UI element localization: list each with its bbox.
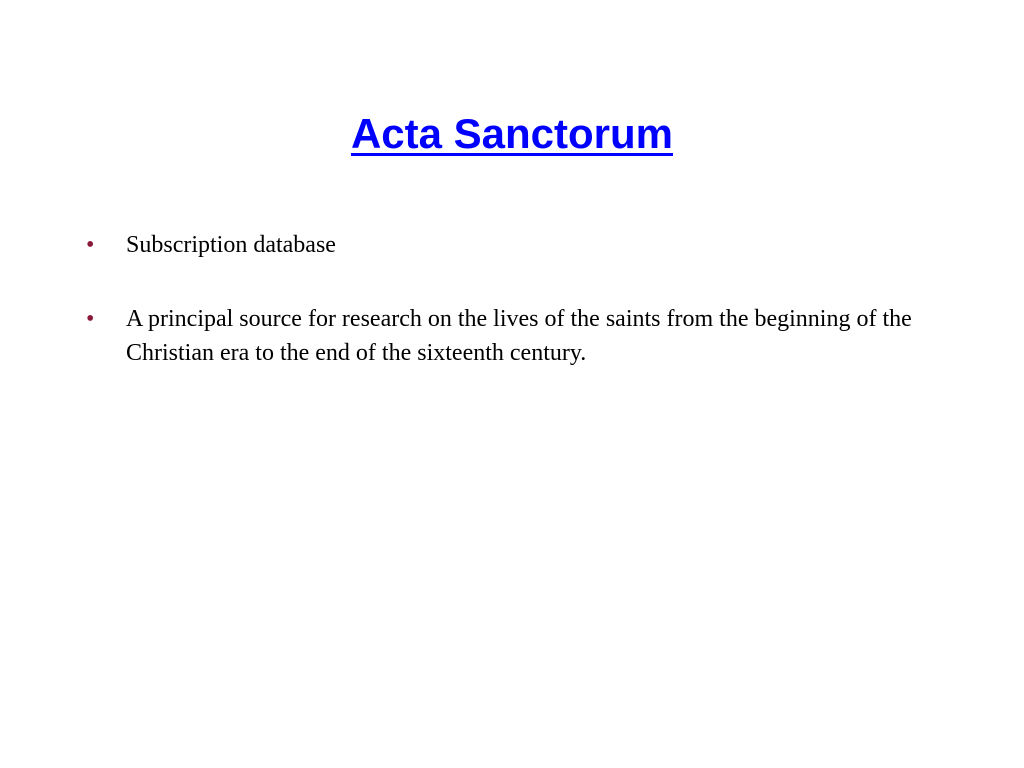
- page-title: [0, 104, 1024, 164]
- list-item-text: Subscription database: [126, 232, 336, 258]
- list-item: [0, 228, 1024, 262]
- list-item-text: A principal source for research on the lives of the saints from the beginning of the Christian era to the end of the sixteenth century.: [126, 306, 912, 366]
- list-item: [0, 302, 1024, 370]
- bullet-icon: •: [86, 306, 95, 332]
- bullet-icon: •: [86, 232, 95, 258]
- title-link[interactable]: Acta Sanctorum: [350, 110, 674, 157]
- bullet-list: [0, 228, 1024, 410]
